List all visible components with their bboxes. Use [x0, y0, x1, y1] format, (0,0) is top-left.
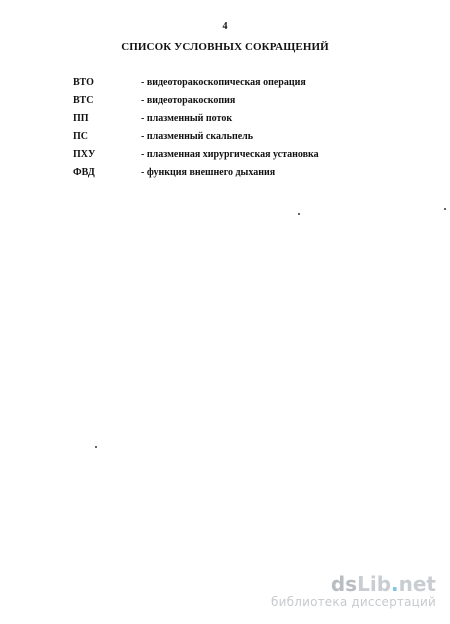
- page-number: 4: [222, 21, 228, 32]
- abbreviation-term: ФВД: [73, 167, 95, 178]
- abbreviation-definition: - видеоторакоскопическая операция: [141, 77, 306, 88]
- abbreviation-definition: - плазменный поток: [141, 113, 233, 124]
- watermark-tagline: библиотека диссертаций: [271, 595, 436, 609]
- abbreviation-row: [73, 128, 373, 146]
- abbreviation-row: [73, 74, 373, 92]
- abbreviation-definition: - видеоторакоскопия: [141, 95, 236, 106]
- abbreviation-term: ПХУ: [73, 149, 96, 160]
- watermark-logo-net: net: [398, 572, 436, 596]
- page-title: СПИСОК УСЛОВНЫХ СОКРАЩЕНИЙ: [121, 41, 329, 53]
- abbreviation-definition: - плазменный скальпель: [141, 131, 254, 142]
- abbreviation-row: [73, 92, 373, 110]
- abbreviation-term: ПП: [73, 113, 89, 124]
- abbreviation-row: [73, 164, 373, 182]
- scan-speck: [95, 446, 97, 448]
- abbreviation-list: [73, 74, 373, 182]
- abbreviation-row: [73, 110, 373, 128]
- watermark: [271, 573, 436, 610]
- abbreviation-term: ПС: [73, 131, 88, 142]
- abbreviation-definition: - функция внешнего дыхания: [141, 167, 276, 178]
- watermark-logo: [271, 573, 436, 595]
- watermark-logo-ds: ds: [330, 572, 358, 596]
- abbreviation-term: ВТО: [73, 77, 94, 88]
- abbreviation-row: [73, 146, 373, 164]
- abbreviation-term: ВТС: [73, 95, 94, 106]
- watermark-logo-dot: .: [391, 572, 399, 596]
- scan-speck: [444, 208, 446, 210]
- watermark-logo-lib: Lib: [357, 572, 392, 596]
- abbreviation-definition: - плазменная хирургическая установка: [141, 149, 319, 160]
- scan-speck: [298, 213, 300, 215]
